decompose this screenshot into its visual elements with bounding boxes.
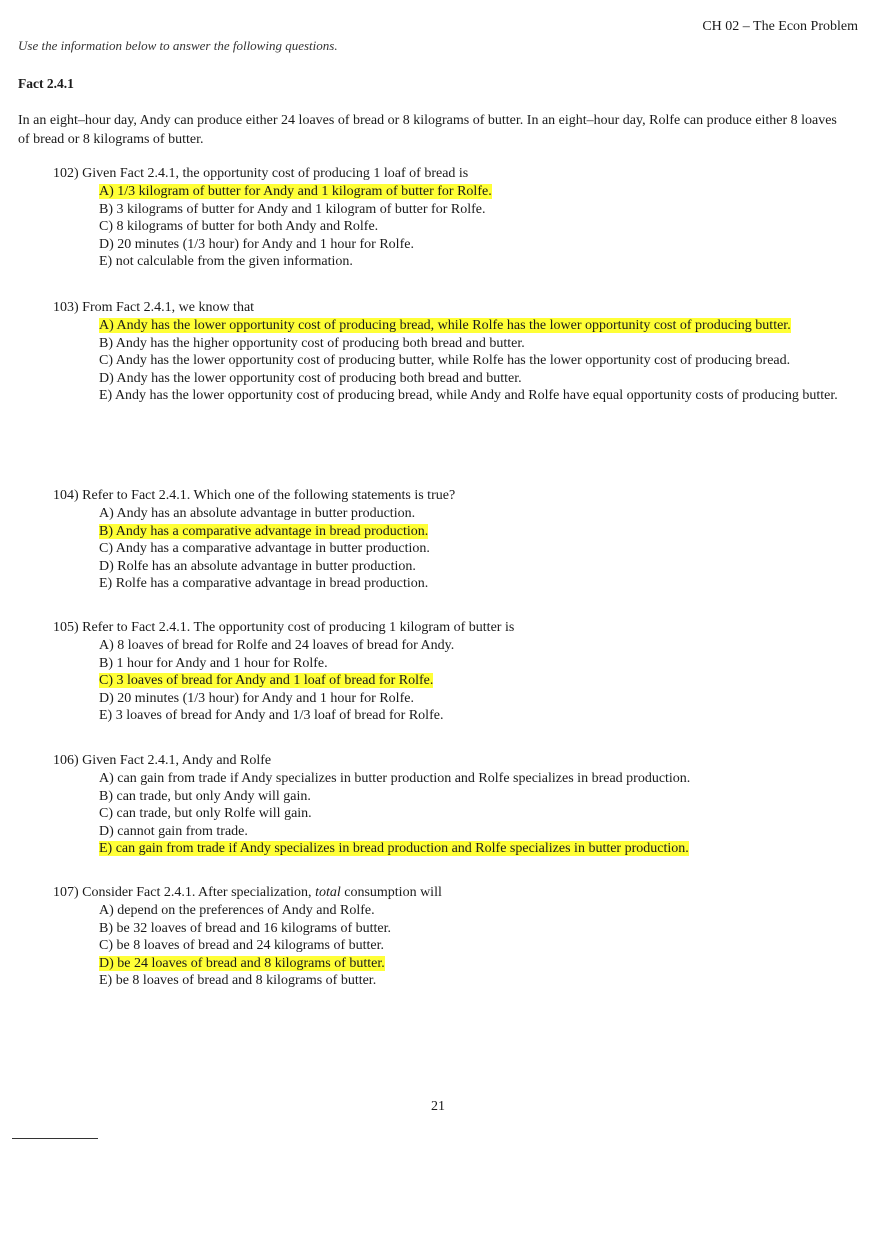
- question-text: Refer to Fact 2.4.1. The opportunity cost of producing 1 kilogram of butter is: [82, 620, 515, 635]
- choice-text: D) cannot gain from trade.: [99, 823, 248, 839]
- question-stem: [53, 487, 843, 505]
- choice-text: D) 20 minutes (1/3 hour) for Andy and 1 hour for Rolfe.: [99, 236, 414, 252]
- choice-text: D) Rolfe has an absolute advantage in butter production.: [99, 558, 416, 574]
- answer-choice-e: [53, 253, 843, 271]
- choice-text: C) can trade, but only Rolfe will gain.: [99, 806, 312, 822]
- answer-choice-d: [53, 823, 843, 841]
- question-105: [53, 619, 843, 725]
- fact-text: In an eight–hour day, Andy can produce either 24 loaves of bread or 8 kilograms of butter. In an eight–hour day, Rolfe can produce either 8 loaves of bread or 8 kilograms of butter.: [18, 113, 837, 147]
- choice-text: A) 1/3 kilogram of butter for Andy and 1 kilogram of butter for Rolfe.: [99, 184, 492, 199]
- answer-choice-b: [53, 201, 843, 219]
- question-number: 104): [53, 488, 79, 503]
- page-number: 21: [431, 1099, 445, 1114]
- answer-choice-d: [53, 955, 843, 973]
- answer-choice-e: [53, 707, 843, 725]
- answer-choice-e: [53, 575, 843, 593]
- question-text: Given Fact 2.4.1, the opportunity cost of producing 1 loaf of bread is: [82, 166, 469, 181]
- question-text: Consider Fact 2.4.1. After specialization,: [82, 885, 312, 900]
- answer-choice-c: [53, 218, 843, 236]
- answer-choice-d: [53, 370, 843, 388]
- chapter-header: CH 02 – The Econ Problem: [702, 19, 858, 34]
- answer-choice-c: [53, 672, 843, 690]
- answer-choice-b: [53, 655, 843, 673]
- choice-text: E) can gain from trade if Andy specializes in bread production and Rolfe specializes in butter production.: [99, 841, 689, 857]
- question-number: 106): [53, 753, 79, 768]
- question-stem: [53, 752, 843, 770]
- choice-text: C) 8 kilograms of butter for both Andy and Rolfe.: [99, 219, 379, 235]
- fact-label: Fact 2.4.1: [18, 76, 74, 91]
- question-text: From Fact 2.4.1, we know that: [82, 300, 255, 315]
- question-number: 105): [53, 620, 79, 635]
- choice-text: D) 20 minutes (1/3 hour) for Andy and 1 hour for Rolfe.: [99, 690, 414, 706]
- choice-text: B) 3 kilograms of butter for Andy and 1 kilogram of butter for Rolfe.: [99, 201, 486, 217]
- answer-choice-d: [53, 558, 843, 576]
- choice-text: A) can gain from trade if Andy specializes in butter production and Rolfe specializes in bread production.: [99, 771, 691, 786]
- choice-text: E) 3 loaves of bread for Andy and 1/3 loaf of bread for Rolfe.: [99, 708, 444, 724]
- answer-choice-c: [53, 805, 843, 823]
- choice-text: E) Andy has the lower opportunity cost of producing bread, while Andy and Rolfe have equal opportunity costs of producing butter.: [99, 388, 838, 404]
- question-number: 102): [53, 166, 79, 181]
- answer-choice-a: [53, 317, 843, 335]
- answer-choice-a: [53, 637, 843, 655]
- answer-choice-b: [53, 920, 843, 938]
- question-stem: [53, 619, 843, 637]
- answer-choice-b: [53, 523, 843, 541]
- question-stem: [53, 299, 843, 317]
- answer-choice-b: [53, 335, 843, 353]
- choice-text: B) be 32 loaves of bread and 16 kilograms of butter.: [99, 920, 391, 936]
- choice-text: B) Andy has a comparative advantage in bread production.: [99, 523, 429, 539]
- answer-choice-e: [53, 387, 843, 405]
- question-text: Given Fact 2.4.1, Andy and Rolfe: [82, 753, 272, 768]
- question-number: 107): [53, 885, 79, 900]
- choice-text: E) Rolfe has a comparative advantage in bread production.: [99, 576, 429, 592]
- choice-text: E) not calculable from the given information.: [99, 254, 353, 270]
- answer-choice-a: [53, 902, 843, 920]
- choice-text: C) Andy has a comparative advantage in butter production.: [99, 541, 430, 557]
- question-emphasis: total: [315, 885, 341, 900]
- answer-choice-e: [53, 840, 843, 858]
- choice-text: D) Andy has the lower opportunity cost of producing both bread and butter.: [99, 370, 522, 386]
- question-106: [53, 752, 843, 858]
- answer-choice-c: [53, 540, 843, 558]
- question-stem: [53, 884, 843, 902]
- question-107: [53, 884, 843, 990]
- answer-choice-a: [53, 183, 843, 201]
- question-text-end: consumption will: [344, 885, 442, 900]
- answer-choice-b: [53, 788, 843, 806]
- question-number: 103): [53, 300, 79, 315]
- answer-choice-d: [53, 236, 843, 254]
- answer-choice-a: [53, 770, 843, 788]
- question-stem: [53, 165, 843, 183]
- choice-text: B) 1 hour for Andy and 1 hour for Rolfe.: [99, 655, 328, 671]
- choice-text: C) 3 loaves of bread for Andy and 1 loaf of bread for Rolfe.: [99, 673, 434, 689]
- question-104: [53, 487, 843, 593]
- footnote-separator: [12, 1138, 98, 1139]
- answer-choice-c: [53, 352, 843, 370]
- choice-text: D) be 24 loaves of bread and 8 kilograms of butter.: [99, 955, 385, 971]
- choice-text: E) be 8 loaves of bread and 8 kilograms of butter.: [99, 973, 377, 989]
- choice-text: A) Andy has an absolute advantage in butter production.: [99, 506, 416, 521]
- answer-choice-c: [53, 937, 843, 955]
- answer-choice-e: [53, 972, 843, 990]
- answer-choice-d: [53, 690, 843, 708]
- answer-choice-a: [53, 505, 843, 523]
- choice-text: A) 8 loaves of bread for Rolfe and 24 loaves of bread for Andy.: [99, 638, 455, 653]
- question-text: Refer to Fact 2.4.1. Which one of the following statements is true?: [82, 488, 456, 503]
- choice-text: A) depend on the preferences of Andy and Rolfe.: [99, 903, 375, 918]
- choice-text: C) Andy has the lower opportunity cost of producing butter, while Rolfe has the lower opportunity cost of producing bread.: [99, 353, 791, 369]
- choice-text: B) Andy has the higher opportunity cost of producing both bread and butter.: [99, 335, 525, 351]
- choice-text: A) Andy has the lower opportunity cost of producing bread, while Rolfe has the lower opportunity cost of producing butter.: [99, 318, 791, 333]
- choice-text: C) be 8 loaves of bread and 24 kilograms of butter.: [99, 938, 384, 954]
- question-103: [53, 299, 843, 405]
- question-102: [53, 165, 843, 271]
- instructions: Use the information below to answer the following questions.: [18, 38, 338, 53]
- choice-text: B) can trade, but only Andy will gain.: [99, 788, 311, 804]
